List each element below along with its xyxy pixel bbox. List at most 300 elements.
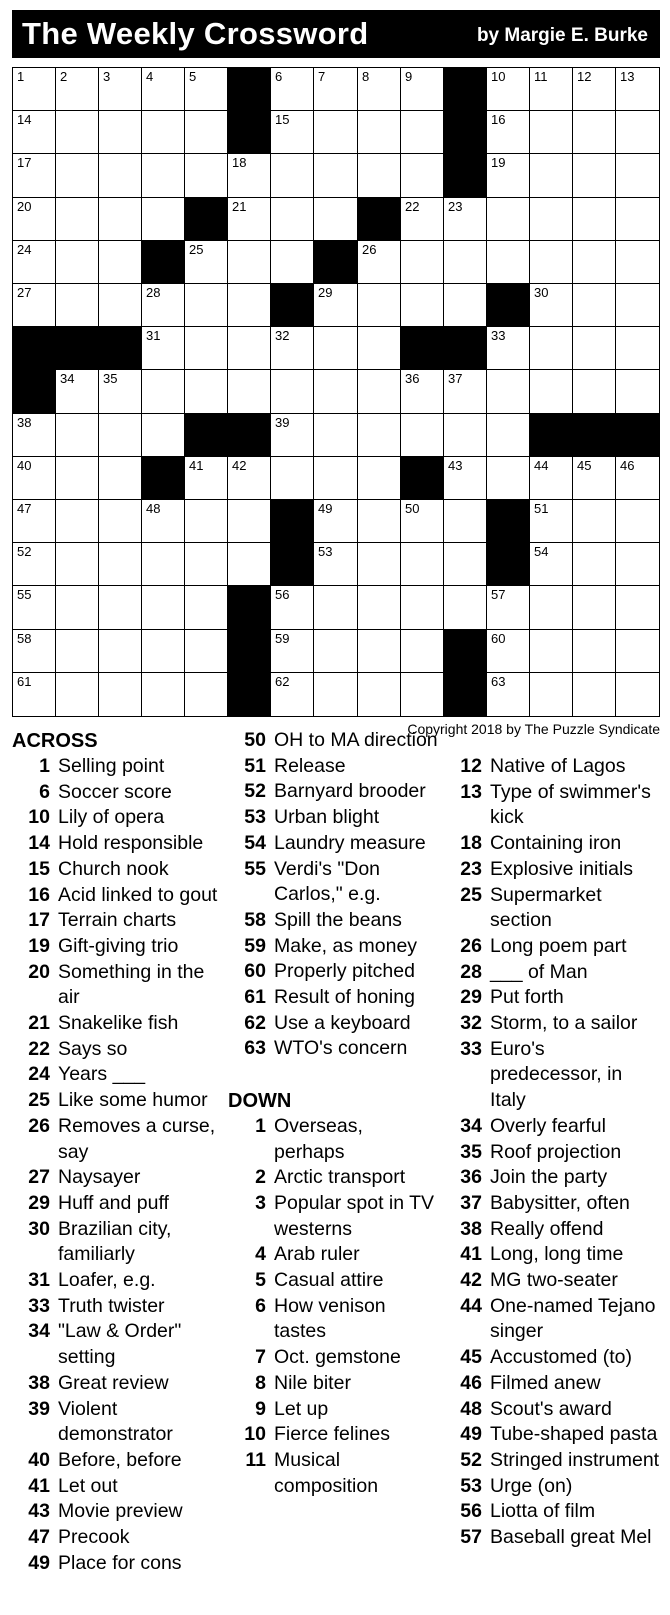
grid-cell[interactable] xyxy=(358,543,401,586)
across-clue-55[interactable] xyxy=(228,857,438,908)
grid-cell[interactable] xyxy=(616,586,659,630)
grid-cell[interactable] xyxy=(185,327,228,370)
across-clue-53[interactable] xyxy=(228,805,438,831)
clue-text: Euro's predecessor, in Italy xyxy=(490,1037,623,1112)
grid-cell[interactable] xyxy=(401,68,444,111)
grid-cell[interactable] xyxy=(616,198,659,241)
across-clue-61[interactable] xyxy=(228,985,438,1011)
cell-number: 46 xyxy=(620,458,635,473)
grid-cell[interactable] xyxy=(13,586,56,630)
across-clue-30[interactable] xyxy=(12,1217,220,1268)
across-clue-25[interactable] xyxy=(12,1088,220,1114)
grid-cell[interactable] xyxy=(13,630,56,673)
grid-cell[interactable] xyxy=(573,241,616,284)
grid-cell[interactable] xyxy=(573,673,616,716)
down-clue-13[interactable] xyxy=(444,780,660,831)
grid-cell[interactable] xyxy=(271,673,314,716)
grid-cell[interactable] xyxy=(142,370,185,414)
grid-cell[interactable] xyxy=(13,111,56,154)
grid-cell[interactable] xyxy=(99,370,142,414)
grid-cell[interactable] xyxy=(99,457,142,500)
grid-cell[interactable] xyxy=(99,500,142,543)
down-clue-29[interactable] xyxy=(444,985,660,1011)
grid-cell[interactable] xyxy=(56,198,99,241)
grid-cell[interactable] xyxy=(358,111,401,154)
cell-number: 22 xyxy=(405,199,420,214)
down-clue-53[interactable] xyxy=(444,1474,660,1500)
crossword-grid xyxy=(12,67,660,717)
across-clue-24[interactable] xyxy=(12,1062,220,1088)
down-clue-4[interactable] xyxy=(228,1242,438,1268)
down-clue-34[interactable] xyxy=(444,1114,660,1140)
down-clue-37[interactable] xyxy=(444,1191,660,1217)
spacer xyxy=(228,1062,438,1088)
grid-cell[interactable] xyxy=(616,284,659,327)
grid-cell[interactable] xyxy=(56,284,99,327)
grid-cell[interactable] xyxy=(271,198,314,241)
across-clue-47[interactable] xyxy=(12,1525,220,1551)
grid-cell[interactable] xyxy=(314,673,358,716)
across-clue-16[interactable] xyxy=(12,883,220,909)
grid-cell[interactable] xyxy=(56,586,99,630)
grid-cell[interactable] xyxy=(185,241,228,284)
grid-cell[interactable] xyxy=(616,500,659,543)
cell-number: 21 xyxy=(232,199,247,214)
clue-number: 14 xyxy=(28,832,50,855)
grid-cell[interactable] xyxy=(142,284,185,327)
grid-cell[interactable] xyxy=(99,154,142,198)
across-clue-17[interactable] xyxy=(12,908,220,934)
grid-cell[interactable] xyxy=(401,370,444,414)
grid-cell[interactable] xyxy=(530,327,573,370)
grid-cell[interactable] xyxy=(358,586,401,630)
clue-number: 29 xyxy=(28,1191,50,1214)
grid-cell[interactable] xyxy=(271,68,314,111)
across-clue-22[interactable] xyxy=(12,1037,220,1063)
grid-cell[interactable] xyxy=(616,327,659,370)
grid-cell[interactable] xyxy=(487,327,530,370)
clue-text: Hold responsible xyxy=(58,832,204,855)
across-clue-29[interactable] xyxy=(12,1191,220,1217)
clue-text: Stringed instrument xyxy=(490,1448,660,1471)
across-clue-26[interactable] xyxy=(12,1114,220,1165)
grid-cell[interactable] xyxy=(185,586,228,630)
across-clue-39[interactable] xyxy=(12,1397,220,1448)
grid-cell[interactable] xyxy=(358,673,401,716)
grid-cell[interactable] xyxy=(358,630,401,673)
grid-cell[interactable] xyxy=(616,154,659,198)
grid-cell[interactable] xyxy=(271,370,314,414)
grid-cell[interactable] xyxy=(314,198,358,241)
grid-cell[interactable] xyxy=(314,543,358,586)
grid-cell[interactable] xyxy=(530,500,573,543)
grid-cell[interactable] xyxy=(530,457,573,500)
grid-cell[interactable] xyxy=(56,241,99,284)
grid-cell[interactable] xyxy=(444,543,487,586)
down-clue-33[interactable] xyxy=(444,1037,660,1114)
grid-cell[interactable] xyxy=(573,154,616,198)
grid-cell[interactable] xyxy=(616,543,659,586)
down-clue-5[interactable] xyxy=(228,1268,438,1294)
grid-cell[interactable] xyxy=(228,370,271,414)
grid-cell[interactable] xyxy=(142,198,185,241)
across-clue-31[interactable] xyxy=(12,1268,220,1294)
grid-cell[interactable] xyxy=(185,370,228,414)
grid-cell[interactable] xyxy=(530,586,573,630)
grid-cell[interactable] xyxy=(99,414,142,457)
down-clue-36[interactable] xyxy=(444,1165,660,1191)
grid-cell[interactable] xyxy=(228,198,271,241)
down-clue-7[interactable] xyxy=(228,1345,438,1371)
black-square xyxy=(271,543,314,586)
grid-cell[interactable] xyxy=(487,630,530,673)
cell-number: 47 xyxy=(17,501,32,516)
grid-cell[interactable] xyxy=(530,241,573,284)
grid-cell[interactable] xyxy=(616,111,659,154)
grid-cell[interactable] xyxy=(185,68,228,111)
grid-cell[interactable] xyxy=(530,284,573,327)
down-clue-46[interactable] xyxy=(444,1371,660,1397)
across-clue-1[interactable] xyxy=(12,754,220,780)
down-clue-44[interactable] xyxy=(444,1294,660,1345)
grid-cell[interactable] xyxy=(13,68,56,111)
grid-cell[interactable] xyxy=(401,241,444,284)
grid-cell[interactable] xyxy=(358,284,401,327)
grid-cell[interactable] xyxy=(13,284,56,327)
across-clue-21[interactable] xyxy=(12,1011,220,1037)
clue-text: Removes a curse, say xyxy=(58,1114,216,1163)
grid-cell[interactable] xyxy=(530,68,573,111)
grid-cell[interactable] xyxy=(358,68,401,111)
grid-cell[interactable] xyxy=(185,630,228,673)
grid-cell[interactable] xyxy=(99,241,142,284)
across-clue-51[interactable] xyxy=(228,754,438,780)
down-clue-2[interactable] xyxy=(228,1165,438,1191)
down-clue-10[interactable] xyxy=(228,1422,438,1448)
grid-cell[interactable] xyxy=(314,457,358,500)
down-clue-48[interactable] xyxy=(444,1397,660,1423)
grid-cell[interactable] xyxy=(314,111,358,154)
down-clue-6[interactable] xyxy=(228,1294,438,1345)
grid-cell[interactable] xyxy=(185,154,228,198)
grid-cell[interactable] xyxy=(13,198,56,241)
grid-cell[interactable] xyxy=(401,673,444,716)
across-clue-27[interactable] xyxy=(12,1165,220,1191)
grid-cell[interactable] xyxy=(358,327,401,370)
grid-cell[interactable] xyxy=(530,370,573,414)
grid-cell[interactable] xyxy=(573,327,616,370)
grid-cell[interactable] xyxy=(444,370,487,414)
grid-cell[interactable] xyxy=(573,543,616,586)
grid-cell[interactable] xyxy=(99,198,142,241)
grid-cell[interactable] xyxy=(56,500,99,543)
grid-cell[interactable] xyxy=(401,586,444,630)
grid-cell[interactable] xyxy=(401,198,444,241)
grid-cell[interactable] xyxy=(314,68,358,111)
grid-cell[interactable] xyxy=(142,500,185,543)
grid-cell[interactable] xyxy=(13,543,56,586)
grid-cell[interactable] xyxy=(99,673,142,716)
grid-cell[interactable] xyxy=(142,327,185,370)
grid-cell[interactable] xyxy=(487,414,530,457)
across-clue-20[interactable] xyxy=(12,960,220,1011)
grid-cell[interactable] xyxy=(487,370,530,414)
grid-cell[interactable] xyxy=(56,111,99,154)
grid-cell[interactable] xyxy=(401,284,444,327)
grid-cell[interactable] xyxy=(185,500,228,543)
black-square xyxy=(228,673,271,716)
across-clue-60[interactable] xyxy=(228,959,438,985)
grid-cell[interactable] xyxy=(401,154,444,198)
grid-cell[interactable] xyxy=(487,111,530,154)
clue-text: Years ___ xyxy=(58,1063,146,1086)
grid-cell[interactable] xyxy=(444,414,487,457)
grid-cell[interactable] xyxy=(444,586,487,630)
grid-cell[interactable] xyxy=(314,370,358,414)
down-clue-38[interactable] xyxy=(444,1217,660,1243)
down-clue-42[interactable] xyxy=(444,1268,660,1294)
grid-cell[interactable] xyxy=(573,586,616,630)
grid-cell[interactable] xyxy=(616,370,659,414)
across-clue-50[interactable] xyxy=(228,728,438,754)
grid-cell[interactable] xyxy=(56,414,99,457)
grid-cell[interactable] xyxy=(401,630,444,673)
grid-cell[interactable] xyxy=(99,630,142,673)
grid-cell[interactable] xyxy=(56,154,99,198)
across-clue-54[interactable] xyxy=(228,831,438,857)
grid-cell[interactable] xyxy=(573,284,616,327)
across-clue-49[interactable] xyxy=(12,1551,220,1577)
cell-number: 51 xyxy=(534,501,549,516)
grid-cell[interactable] xyxy=(530,543,573,586)
grid-cell[interactable] xyxy=(314,154,358,198)
down-clue-18[interactable] xyxy=(444,831,660,857)
grid-cell[interactable] xyxy=(99,111,142,154)
clue-number: 61 xyxy=(244,986,266,1009)
down-clue-12[interactable] xyxy=(444,754,660,780)
grid-cell[interactable] xyxy=(13,457,56,500)
clue-text: Movie preview xyxy=(58,1500,183,1523)
grid-cell[interactable] xyxy=(271,111,314,154)
grid-cell[interactable] xyxy=(444,284,487,327)
grid-cell[interactable] xyxy=(185,111,228,154)
grid-cell[interactable] xyxy=(314,414,358,457)
grid-cell[interactable] xyxy=(271,414,314,457)
grid-cell[interactable] xyxy=(616,68,659,111)
down-clue-41[interactable] xyxy=(444,1242,660,1268)
grid-cell[interactable] xyxy=(142,586,185,630)
grid-cell[interactable] xyxy=(142,154,185,198)
grid-cell[interactable] xyxy=(358,457,401,500)
grid-cell[interactable] xyxy=(616,457,659,500)
grid-cell[interactable] xyxy=(13,673,56,716)
grid-cell[interactable] xyxy=(185,457,228,500)
across-clue-59[interactable] xyxy=(228,934,438,960)
grid-cell[interactable] xyxy=(271,586,314,630)
down-clue-49[interactable] xyxy=(444,1422,660,1448)
down-clue-3[interactable] xyxy=(228,1191,438,1242)
grid-cell[interactable] xyxy=(13,241,56,284)
grid-cell[interactable] xyxy=(56,630,99,673)
grid-cell[interactable] xyxy=(185,673,228,716)
down-clue-11[interactable] xyxy=(228,1448,438,1499)
grid-cell[interactable] xyxy=(530,111,573,154)
grid-cell[interactable] xyxy=(314,284,358,327)
down-clue-32[interactable] xyxy=(444,1011,660,1037)
header-bar xyxy=(12,10,660,58)
clue-number: 25 xyxy=(460,883,482,906)
grid-cell[interactable] xyxy=(487,241,530,284)
grid-cell[interactable] xyxy=(56,68,99,111)
down-clue-23[interactable] xyxy=(444,857,660,883)
across-clue-58[interactable] xyxy=(228,908,438,934)
grid-cell[interactable] xyxy=(358,154,401,198)
down-clue-45[interactable] xyxy=(444,1345,660,1371)
grid-cell[interactable] xyxy=(401,414,444,457)
grid-cell[interactable] xyxy=(358,414,401,457)
grid-cell[interactable] xyxy=(573,68,616,111)
across-clue-52[interactable] xyxy=(228,779,438,805)
grid-cell[interactable] xyxy=(573,630,616,673)
grid-cell[interactable] xyxy=(573,111,616,154)
grid-cell[interactable] xyxy=(401,543,444,586)
grid-cell[interactable] xyxy=(228,284,271,327)
black-square xyxy=(487,543,530,586)
down-clue-52[interactable] xyxy=(444,1448,660,1474)
grid-cell[interactable] xyxy=(314,327,358,370)
grid-cell[interactable] xyxy=(99,543,142,586)
grid-cell[interactable] xyxy=(358,241,401,284)
clue-number: 52 xyxy=(460,1448,482,1471)
cell-number: 3 xyxy=(103,69,111,84)
cell-number: 18 xyxy=(232,155,247,170)
black-square xyxy=(444,327,487,370)
grid-cell[interactable] xyxy=(13,500,56,543)
across-clue-14[interactable] xyxy=(12,831,220,857)
grid-cell[interactable] xyxy=(401,500,444,543)
grid-cell[interactable] xyxy=(142,414,185,457)
across-clue-43[interactable] xyxy=(12,1499,220,1525)
grid-cell[interactable] xyxy=(56,457,99,500)
grid-cell[interactable] xyxy=(573,370,616,414)
grid-cell[interactable] xyxy=(228,241,271,284)
down-clue-35[interactable] xyxy=(444,1140,660,1166)
grid-cell[interactable] xyxy=(271,457,314,500)
across-clue-6[interactable] xyxy=(12,780,220,806)
grid-cell[interactable] xyxy=(487,586,530,630)
grid-cell[interactable] xyxy=(271,241,314,284)
grid-cell[interactable] xyxy=(13,414,56,457)
grid-cell[interactable] xyxy=(444,457,487,500)
grid-cell[interactable] xyxy=(487,68,530,111)
grid-cell[interactable] xyxy=(444,500,487,543)
clue-number: 60 xyxy=(244,960,266,983)
grid-cell[interactable] xyxy=(228,154,271,198)
grid-cell[interactable] xyxy=(573,457,616,500)
grid-cell[interactable] xyxy=(487,154,530,198)
grid-cell[interactable] xyxy=(271,154,314,198)
grid-cell[interactable] xyxy=(314,586,358,630)
grid-cell[interactable] xyxy=(487,198,530,241)
grid-cell[interactable] xyxy=(56,370,99,414)
grid-cell[interactable] xyxy=(444,241,487,284)
across-clue-63[interactable] xyxy=(228,1036,438,1062)
grid-cell[interactable] xyxy=(56,543,99,586)
grid-cell[interactable] xyxy=(271,630,314,673)
grid-cell[interactable] xyxy=(314,630,358,673)
grid-cell[interactable] xyxy=(530,673,573,716)
down-clue-57[interactable] xyxy=(444,1525,660,1551)
grid-cell[interactable] xyxy=(616,630,659,673)
grid-cell[interactable] xyxy=(185,284,228,327)
grid-cell[interactable] xyxy=(530,154,573,198)
across-clue-40[interactable] xyxy=(12,1448,220,1474)
grid-cell[interactable] xyxy=(142,543,185,586)
clue-text: Fierce felines xyxy=(274,1423,390,1446)
grid-cell[interactable] xyxy=(142,68,185,111)
grid-cell[interactable] xyxy=(142,673,185,716)
down-clue-28[interactable] xyxy=(444,960,660,986)
across-clue-10[interactable] xyxy=(12,805,220,831)
across-clue-33[interactable] xyxy=(12,1294,220,1320)
down-clue-1[interactable] xyxy=(228,1114,438,1165)
grid-cell[interactable] xyxy=(142,630,185,673)
grid-cell[interactable] xyxy=(271,327,314,370)
across-clue-38[interactable] xyxy=(12,1371,220,1397)
across-clue-19[interactable] xyxy=(12,934,220,960)
grid-cell[interactable] xyxy=(616,241,659,284)
across-clue-41[interactable] xyxy=(12,1474,220,1500)
across-clue-34[interactable] xyxy=(12,1319,220,1370)
clue-text: Acid linked to gout xyxy=(58,883,218,906)
cell-number: 32 xyxy=(275,328,290,343)
grid-cell[interactable] xyxy=(487,457,530,500)
grid-cell[interactable] xyxy=(573,198,616,241)
grid-cell[interactable] xyxy=(228,543,271,586)
clue-number: 52 xyxy=(244,780,266,803)
clue-text: Musical composition xyxy=(274,1448,379,1497)
grid-cell[interactable] xyxy=(444,198,487,241)
grid-cell[interactable] xyxy=(99,284,142,327)
down-clue-56[interactable] xyxy=(444,1499,660,1525)
grid-cell[interactable] xyxy=(142,111,185,154)
grid-cell[interactable] xyxy=(99,68,142,111)
grid-cell[interactable] xyxy=(487,673,530,716)
cell-number: 30 xyxy=(534,285,549,300)
grid-cell[interactable] xyxy=(530,630,573,673)
grid-cell[interactable] xyxy=(185,543,228,586)
grid-cell[interactable] xyxy=(314,500,358,543)
grid-cell[interactable] xyxy=(616,673,659,716)
across-clue-15[interactable] xyxy=(12,857,220,883)
grid-cell[interactable] xyxy=(56,673,99,716)
grid-cell[interactable] xyxy=(99,586,142,630)
grid-cell[interactable] xyxy=(228,327,271,370)
grid-cell[interactable] xyxy=(13,154,56,198)
grid-cell[interactable] xyxy=(358,370,401,414)
grid-cell[interactable] xyxy=(530,198,573,241)
down-clue-25[interactable] xyxy=(444,883,660,934)
down-clue-9[interactable] xyxy=(228,1397,438,1423)
grid-cell[interactable] xyxy=(228,500,271,543)
grid-cell[interactable] xyxy=(573,500,616,543)
down-clue-26[interactable] xyxy=(444,934,660,960)
across-clue-62[interactable] xyxy=(228,1011,438,1037)
down-clue-8[interactable] xyxy=(228,1371,438,1397)
grid-cell[interactable] xyxy=(228,457,271,500)
grid-cell[interactable] xyxy=(358,500,401,543)
grid-cell[interactable] xyxy=(401,111,444,154)
